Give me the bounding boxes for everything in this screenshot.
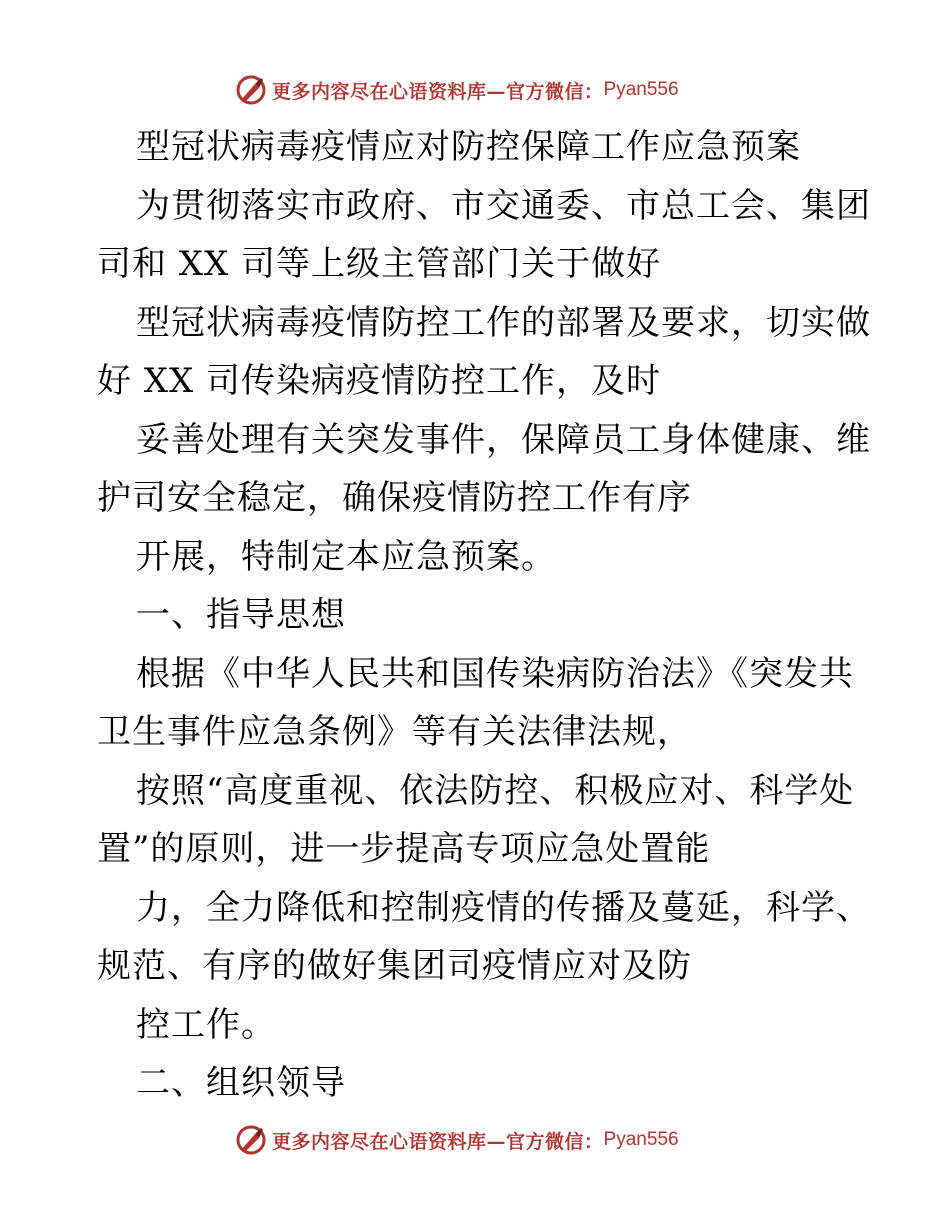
footer-watermark — [235, 1123, 679, 1157]
section-heading: 二、组织领导 — [136, 1063, 346, 1103]
doc-line: 根据《中华人民共和国传染病防治法》《突发共 — [136, 654, 854, 694]
doc-line: 护司安全稳定，确保疫情防控工作有序 — [97, 478, 692, 518]
pen-logo-icon — [235, 1124, 267, 1156]
watermark-text: 更多内容尽在心语资料库—官方微信： — [272, 80, 604, 103]
doc-line: 按照“高度重视、依法防控、积极应对、科学处 — [136, 771, 855, 811]
doc-line: 司和 XX 司等上级主管部门关于做好 — [97, 244, 662, 284]
doc-line: 规范、有序的做好集团司疫情应对及防 — [97, 946, 692, 986]
doc-line: 控工作。 — [136, 1005, 276, 1045]
watermark-wechat-id: Pyan556 — [603, 79, 679, 100]
doc-line: 开展，特制定本应急预案。 — [136, 537, 556, 577]
doc-line: 置”的原则，进一步提高专项应急处置能 — [97, 829, 711, 869]
pen-logo-icon — [235, 74, 267, 106]
watermark-wechat-id: Pyan556 — [603, 1129, 679, 1150]
watermark-text: 更多内容尽在心语资料库—官方微信： — [272, 1130, 604, 1153]
doc-line: 型冠状病毒疫情防控工作的部署及要求，切实做 — [136, 303, 871, 343]
doc-line: 妥善处理有关突发事件，保障员工身体健康、维 — [136, 420, 871, 460]
doc-line: 型冠状病毒疫情应对防控保障工作应急预案 — [136, 127, 801, 167]
section-heading: 一、指导思想 — [136, 595, 346, 635]
doc-line: 为贯彻落实市政府、市交通委、市总工会、集团 — [136, 186, 871, 226]
doc-line: 力，全力降低和控制疫情的传播及蔓延，科学、 — [136, 888, 871, 928]
doc-line: 卫生事件应急条例》等有关法律法规， — [97, 712, 692, 752]
doc-line: 好 XX 司传染病疫情防控工作，及时 — [97, 361, 662, 401]
header-watermark — [235, 73, 679, 107]
